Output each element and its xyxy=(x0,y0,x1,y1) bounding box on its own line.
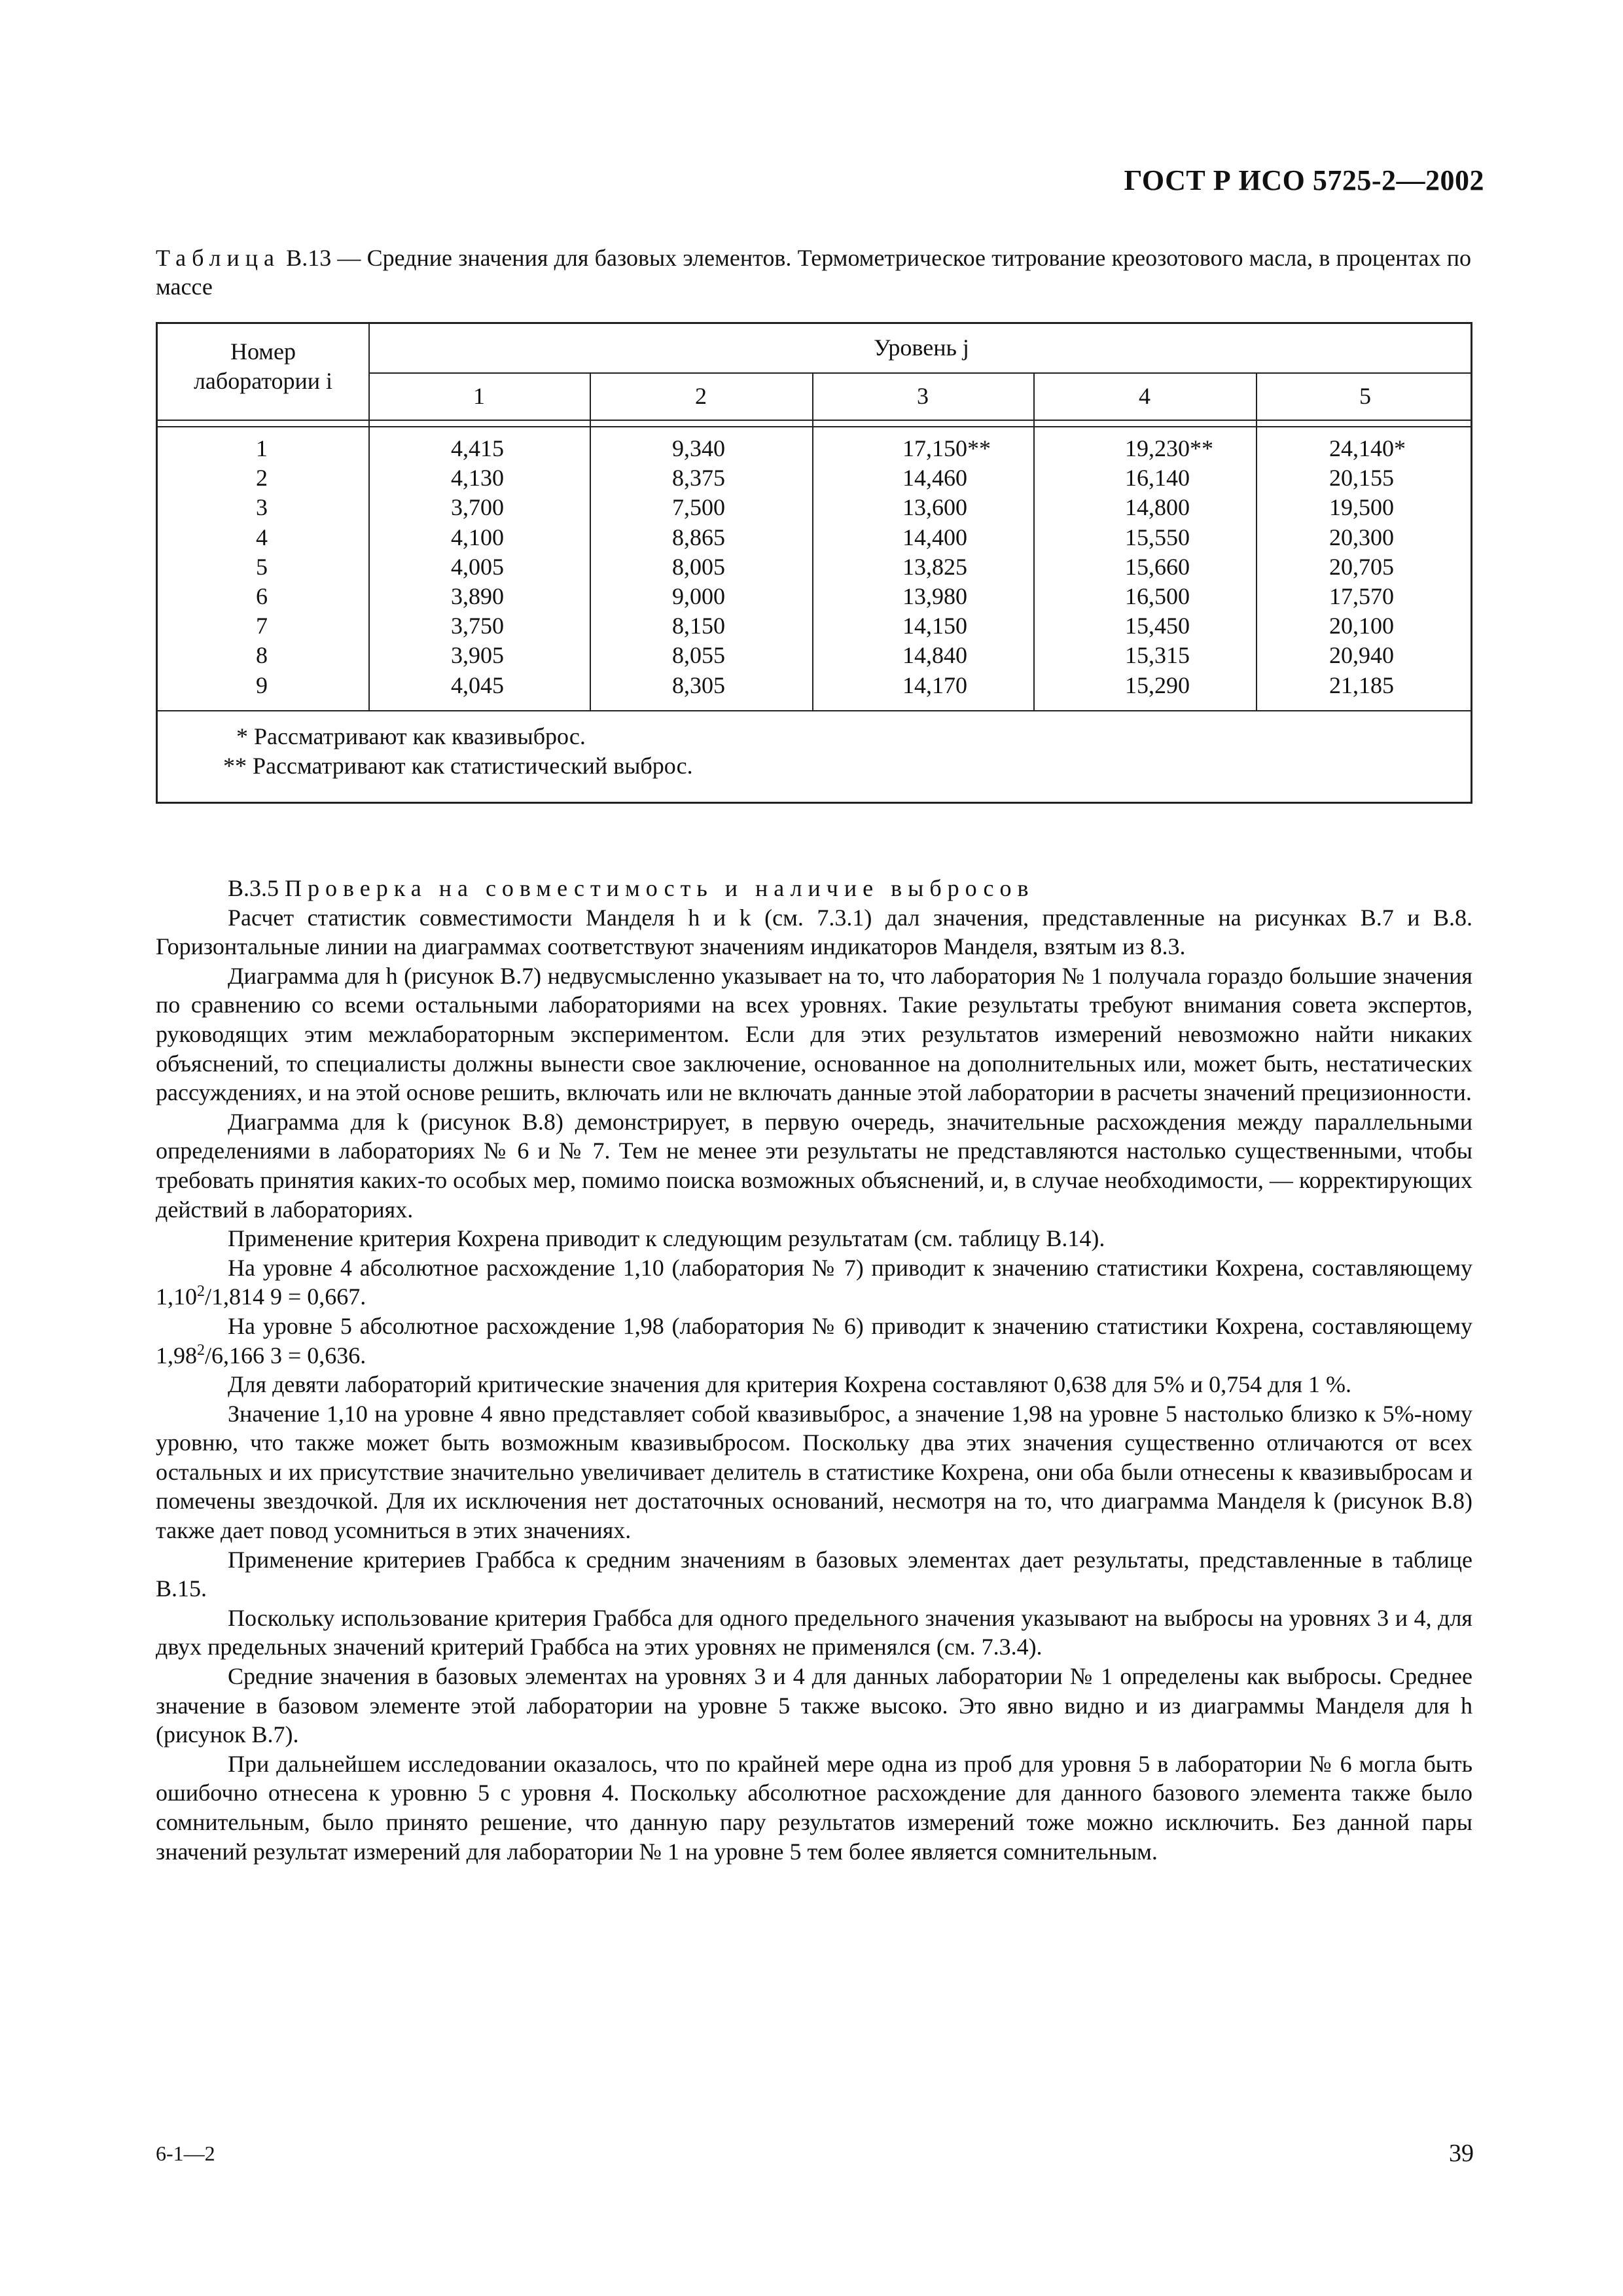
table-cell: 20,300 xyxy=(1329,524,1394,550)
table-cell: 3,890 xyxy=(451,583,504,610)
footnote-quasi-outlier: * Рассматривают как квазивыброс. xyxy=(236,723,586,749)
footnote-divider xyxy=(158,710,1471,711)
table-cell: 9,340 xyxy=(672,435,725,461)
section-heading xyxy=(156,874,1472,903)
paragraph: При дальнейшем исследовании оказалось, что по крайней мере одна из проб для уровня 5 в лаборатории № 6 могла быть ошибочно отнесена к уровню 5 с уровня 4. Поскольку абсолютное расхождение для данного базового элемента также было сомнительным, было принято решение, что данную пару результатов измерений тоже можно исключить. Без данной пары значений результат измерений для лаборатории № 1 на уровне 5 тем более является сомнительным. xyxy=(156,1750,1472,1865)
table-cell: 8,865 xyxy=(672,524,725,550)
table-cell: 16,140 xyxy=(1125,465,1190,492)
table-cell: 8,375 xyxy=(672,465,725,492)
table-cell: 14,460 xyxy=(902,465,967,492)
table-cell: 3,700 xyxy=(451,494,504,521)
level-4-values xyxy=(1125,434,1213,700)
paragraph-text: На уровне 4 абсолютное расхождение 1,10 (лаборатория № 7) приводит к значению статистики Кохрена, составляющему 1,10 xyxy=(156,1254,1472,1310)
table-cell: 17,570 xyxy=(1329,583,1394,610)
table-cell: 14,400 xyxy=(902,524,967,550)
level-number: 4 xyxy=(1139,383,1150,409)
table-cell: 15,450 xyxy=(1125,613,1190,639)
section-number: В.3.5 xyxy=(228,875,285,901)
col-divider-1 xyxy=(590,372,591,710)
col-divider-2 xyxy=(812,372,813,710)
level-3-values xyxy=(902,434,991,700)
level-header: Уровень j xyxy=(874,334,969,361)
paragraph: Диаграмма для k (рисунок В.8) демонстрирует, в первую очередь, значительные расхождения между параллельными определениями в лабораториях № 6 и № 7. Тем не менее эти результаты не представляются настолько существенными, чтобы требовать принятия каких-то особых мер, помимо поиска возможных объяснений, и, в случае необходимости, — корректирующих действий в лабораториях. xyxy=(156,1108,1472,1223)
table-cell: 20,155 xyxy=(1329,465,1394,492)
lab-number: 1 xyxy=(256,435,268,461)
table-cell: 24,140* xyxy=(1329,435,1406,461)
superscript: 2 xyxy=(197,1283,205,1300)
table-cell: 4,130 xyxy=(451,465,504,492)
document-id: ГОСТ Р ИСО 5725-2—2002 xyxy=(1124,164,1484,196)
table-cell: 4,100 xyxy=(451,524,504,550)
table-cell: 14,170 xyxy=(902,672,967,698)
paragraph-text: /1,814 9 = 0,667. xyxy=(205,1283,366,1310)
table-cell: 16,500 xyxy=(1125,583,1190,610)
paragraph: Поскольку использование критерия Граббса для одного предельного значения указывают на выбросы на уровнях 3 и 4, для двух предельных значений критерий Граббса на этих уровнях не применялся (см. 7.3.4). xyxy=(156,1604,1472,1660)
table-cell: 13,600 xyxy=(902,494,967,521)
table-cell: 20,705 xyxy=(1329,553,1394,580)
paragraph xyxy=(156,1253,1472,1312)
table-cell: 15,290 xyxy=(1125,672,1190,698)
table-caption-word: Таблица xyxy=(156,245,280,271)
table-cell: 14,840 xyxy=(902,642,967,669)
table-cell: 15,660 xyxy=(1125,553,1190,580)
table-cell: 17,150** xyxy=(902,435,991,461)
table-cell: 3,905 xyxy=(451,642,504,669)
table-cell: 21,185 xyxy=(1329,672,1394,698)
level-number: 5 xyxy=(1359,383,1371,409)
level-number: 1 xyxy=(473,383,485,409)
lab-number: 3 xyxy=(256,494,268,521)
level-1-values xyxy=(451,434,504,700)
table-cell: 8,055 xyxy=(672,642,725,669)
table-cell: 20,940 xyxy=(1329,642,1394,669)
footnote-statistical-outlier: ** Рассматривают как статистический выброс. xyxy=(223,753,693,779)
table-cell: 13,825 xyxy=(902,553,967,580)
body-text xyxy=(156,874,1472,1866)
header-bottom-line-2 xyxy=(158,426,1471,427)
lab-number: 6 xyxy=(256,583,268,610)
table-cell: 20,100 xyxy=(1329,613,1394,639)
lab-number: 9 xyxy=(256,672,268,698)
section-title: Проверка на совместимость и наличие выбросов xyxy=(285,875,1035,901)
col-divider-3 xyxy=(1033,372,1035,710)
table-cell: 7,500 xyxy=(672,494,725,521)
table-cell: 4,415 xyxy=(451,435,504,461)
paragraph-text: /6,166 3 = 0,636. xyxy=(205,1342,366,1369)
lab-number: 5 xyxy=(256,553,268,580)
paragraph xyxy=(156,1312,1472,1370)
row-header: Номер лаборатории i xyxy=(193,338,333,394)
paragraph: Применение критериев Граббса к средним значениям в базовых элементах дает результаты, представленные в таблице В.15. xyxy=(156,1546,1472,1602)
page-number: 39 xyxy=(1449,2140,1474,2167)
table-footnotes xyxy=(223,722,693,781)
lab-number: 8 xyxy=(256,642,268,669)
lab-number: 4 xyxy=(256,524,268,550)
lab-number: 7 xyxy=(256,613,268,639)
paragraph: Значение 1,10 на уровне 4 явно представляет собой квазивыброс, а значение 1,98 на уровне 5 настолько близко к 5%-ному уровню, что также может быть возможным квазивыбросом. Поскольку два этих значения существенно отличаются от всех остальных и их присутствие значительно увеличивает делитель в статистике Кохрена, они оба были отнесены к квазивыбросам и помечены звездочкой. Для их исключения нет достаточных оснований, несмотря на то, что диаграмма Манделя k (рисунок В.8) также дает повод усомниться в этих значениях. xyxy=(156,1400,1472,1544)
level-2-values xyxy=(672,434,725,700)
header-divider xyxy=(368,372,1471,374)
paragraph-text: На уровне 5 абсолютное расхождение 1,98 (лаборатория № 6) приводит к значению статистики Кохрена, составляющему 1,98 xyxy=(156,1312,1472,1369)
table-cell: 14,800 xyxy=(1125,494,1190,521)
table-cell: 15,315 xyxy=(1125,642,1190,669)
paragraph: Применение критерия Кохрена приводит к следующим результатам (см. таблицу В.14). xyxy=(228,1225,1105,1252)
table-cell: 8,305 xyxy=(672,672,725,698)
table-caption-text: В.13 — Средние значения для базовых элементов. Термометрическое титрование креозотового масла, в процентах по массе xyxy=(156,245,1471,300)
level-5-values xyxy=(1329,434,1406,700)
superscript: 2 xyxy=(197,1341,205,1359)
table-cell: 9,000 xyxy=(672,583,725,610)
level-number: 2 xyxy=(695,383,707,409)
paragraph: Диаграмма для h (рисунок В.7) недвусмысленно указывает на то, что лаборатория № 1 получала гораздо большие значения по сравнению со всеми остальными лабораториями на всех уровнях. Такие результаты требуют внимания совета экспертов, руководящих этим межлабораторным экспериментом. Если для этих результатов измерений невозможно найти никаких объяснений, то специалисты должны вынести свое заключение, основанное на дополнительных или, может быть, нестатических рассуждениях, и на этой основе решить, включать или не включать данные этой лаборатории в расчеты значений прецизионности. xyxy=(156,962,1472,1106)
table-cell: 14,150 xyxy=(902,613,967,639)
paragraph: Средние значения в базовых элементах на уровнях 3 и 4 для данных лаборатории № 1 определены как выбросы. Среднее значение в базовом элементе этой лаборатории на уровне 5 также высоко. Это явно видно и из диаграммы Манделя для h (рисунок В.7). xyxy=(156,1663,1472,1748)
table-cell: 15,550 xyxy=(1125,524,1190,550)
level-number: 3 xyxy=(917,383,929,409)
col-divider-4 xyxy=(1256,372,1257,710)
lab-number-column xyxy=(256,434,268,700)
table-cell: 3,750 xyxy=(451,613,504,639)
table-cell: 13,980 xyxy=(902,583,967,610)
table-cell: 8,150 xyxy=(672,613,725,639)
table-cell: 19,230** xyxy=(1125,435,1213,461)
table-caption xyxy=(156,243,1471,301)
lab-number: 2 xyxy=(256,465,268,492)
table-cell: 4,005 xyxy=(451,553,504,580)
table-cell: 8,005 xyxy=(672,553,725,580)
header-bottom-line-1 xyxy=(158,420,1471,421)
paragraph: Расчет статистик совместимости Манделя h и k (см. 7.3.1) дал значения, представленные на рисунках В.7 и В.8. Горизонтальные линии на диаграммах соответствуют значениям индикаторов Манделя, взятым из 8.3. xyxy=(156,904,1472,960)
data-table xyxy=(156,322,1472,804)
table-cell: 4,045 xyxy=(451,672,504,698)
sheet-code: 6-1—2 xyxy=(156,2142,215,2165)
paragraph: Для девяти лабораторий критические значения для критерия Кохрена составляют 0,638 для 5% и 0,754 для 1 %. xyxy=(228,1371,1351,1398)
table-cell: 19,500 xyxy=(1329,494,1394,521)
